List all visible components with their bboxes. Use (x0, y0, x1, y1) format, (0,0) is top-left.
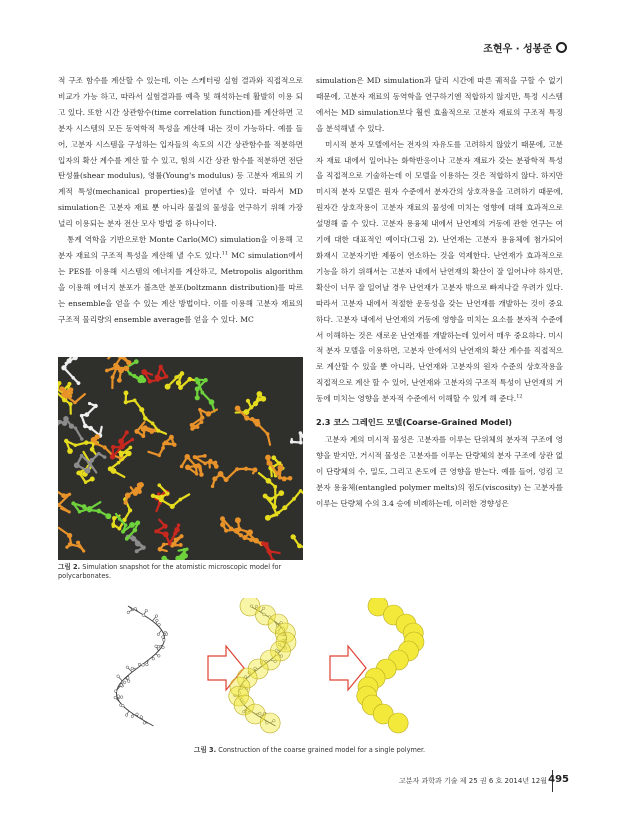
molecule-fragment (123, 482, 143, 505)
molecule-fragment (190, 408, 217, 431)
left-p2-after: MC simulation에서는 PES를 이용해 시스템의 에너지를 계산하고, Metropolis algorithm을 이용해 에너지 분포가 볼츠만 분포(boltzmann distribution)를 따르는 ensemble을 얻을 수 있는 계산 방법이다. 이를 이용해 고분자 재료의 구조적 물리량의 ensemble average를 얻을 수 있다. MC (58, 250, 303, 324)
molecule-fragment (61, 357, 80, 385)
figure-3-caption-text: Construction of the coarse grained model for a single polymer. (216, 746, 426, 754)
figure-3-coarse-grained-diagram (108, 598, 558, 740)
circle-bullet-icon (556, 42, 567, 53)
molecule-fragment (80, 402, 102, 438)
left-p2-before: 통계 역학을 기반으로한 Monte Carlo(MC) simulation을 이용해 고분자 재료의 구조적 특성을 계산해 낼 수도 있다. (58, 235, 303, 260)
figure-2-caption-text: Simulation snapshot for the atomistic microscopic model for polycarbonates. (58, 563, 282, 580)
molecule-fragment (194, 377, 214, 411)
header-authors (483, 40, 567, 55)
molecule-fragment (58, 416, 84, 441)
molecule-fragment (161, 547, 188, 560)
figure-3-label: 그림 3. (194, 746, 217, 754)
molecule-fragment (151, 483, 189, 509)
molecule-fragment (165, 371, 196, 390)
molecule-fragment (255, 541, 279, 560)
molecule-fragment (290, 534, 303, 560)
page-number: 495 (548, 774, 569, 785)
atomistic-polymer-chain (114, 606, 168, 726)
section-heading-2-3: 2.3 코스 그레인드 모델(Coarse-Grained Model) (316, 417, 513, 428)
footer-journal-info: 고분자 과학과 기술 제 25 권 6 호 2014년 12월 (398, 777, 547, 785)
molecule-fragment (290, 431, 303, 456)
molecule-fragment (71, 501, 111, 519)
right-paragraph-1: simulation은 MD simulation과 달리 시간에 따른 궤적을 구할 수 없기 때문에, 고분자 재료의 동역학을 연구하기엔 적합하지 않지만, 특정 시스템에서는 MD simulation보다 훨씬 효율적으로 고분자 재료의 구조적 특징을 분석해낼 수 있다. (316, 76, 563, 133)
molecule-fragment (108, 446, 133, 477)
coarse-grained-bead-chain (357, 598, 424, 733)
figure-2-caption (58, 563, 303, 581)
left-paragraph-1: 적 구조 함수를 계산할 수 있는데, 이는 스케터링 실험 결과와 직접적으로 비교가 가능 하고, 따라서 실험결과를 예측 및 해석하는데 활발히 이용 되고 있다. 또한 시간 상관함수(time correlation function)를 계산하면 고분자 시스템의 모든 동역학적 특성을 계산해 내는 것이 가능하다. 예를 들어, 고분자 시스템을 구성하는 입자들의 속도의 시간 상관함수를 적분하면 입자의 확산 계수를 계산 할 수 있고, 힘의 시간 상관 함수를 적분하면 전단 탄성률(shear modulus), 영률(Young's modulus) 등 고분자 재료의 기계적 특성(mechanical properties)을 얻어낼 수 있다. 따라서 MD simulation은 고분자 재료 뿐 아니라 물질의 물성을 연구하기 위해 가장 널리 이용되는 분자 전산 모사 방법 중 하나이다. (58, 76, 303, 229)
figure-2-label: 그림 2. (58, 563, 81, 571)
reference-12: 12 (516, 393, 523, 400)
right-p2-text: 미시적 분자 모델에서는 전자의 자유도를 고려하지 않았기 때문에, 고분자 재료 내에서 일어나는 화학반응이나 고분자 재료가 갖는 분광학적 특성을 직접적으로 기술하는데 이 모델을 이용하는 것은 적합하지 않다. 하지만 미시적 분자 모델은 원자 수준에서 분자간의 상호작용을 고려하기 때문에, 원자간 상호작용이 고분자 재료의 물성에 미치는 영향에 대해 효과적으로 설명해 줄 수 있다. 고분자 용융체 내에서 난연제의 거동에 관한 연구는 여기에 대한 대표적인 예이다(그림 2). 난연재는 고분자 용융체에 첨가되어 화재시 고분자기반 제품이 연소하는 것을 억제한다. 난연재가 효과적으로 기능을 하기 위해서는 고분자 내에서 난연재의 확산이 잘 일어나야 하지만, 확산이 너무 잘 일어날 경우 난연재가 고분자 밖으로 빠져나갈 우려가 있다. 따라서 고분자 내에서 적절한 운동성을 갖는 난연재를 개발하는 것이 중요하다. 고분자 내에서 난연재의 거동에 영향을 미치는 요소를 분자적 수준에서 이해하는 것은 새로운 난연재를 개발하는데 있어서 매우 중요하다. 미시적 분자 모델을 이용하면, 고분자 안에서의 난연재의 확산 계수를 직접적으로 계산할 수 있을 뿐 아니라, 난연재와 고분자의 원자 수준의 상호작용을 직접적으로 계산 할 수 있어, 난연재와 고분자의 구조적 특성이 난연재의 거동에 미치는 영향을 분자적 수준에서 이해할 수 있게 해 준다. (316, 139, 563, 404)
molecule-fragment (235, 405, 270, 444)
molecule-fragment (74, 452, 107, 474)
molecule-fragment (58, 488, 71, 514)
author-names: 조현우 · 성봉준 (483, 44, 552, 55)
right-column (316, 73, 563, 511)
figure-3-caption (194, 744, 425, 754)
molecule-fragment (111, 497, 132, 530)
left-paragraph-2 (58, 232, 303, 327)
molecular-snapshot-image (58, 357, 303, 560)
left-column (58, 73, 303, 328)
molecule-fragment (105, 364, 129, 388)
right-paragraph-2 (316, 137, 563, 407)
molecule-fragment (211, 467, 258, 489)
molecule-fragment (148, 435, 176, 457)
molecule-fragment (59, 528, 86, 553)
reference-11: 11 (221, 250, 229, 257)
right-paragraph-3: 고분자 계의 미시적 물성은 고분자를 이루는 단위체의 분자적 구조에 영향을 받지만, 거시적 물성은 고분자를 이루는 단량체의 분자 구조에 상관 없이 단량체의 수, 밀도, 그리고 온도에 큰 영향을 받는다. 예를 들어, 엉킴 고분자 용융체(entangled polymer melts)의 점도(viscosity) 는 고분자를 이루는 단량체 수의 3.4 승에 비례하는데, 이러한 경향성은 (316, 434, 563, 508)
figure-2-simulation-snapshot (58, 357, 303, 560)
